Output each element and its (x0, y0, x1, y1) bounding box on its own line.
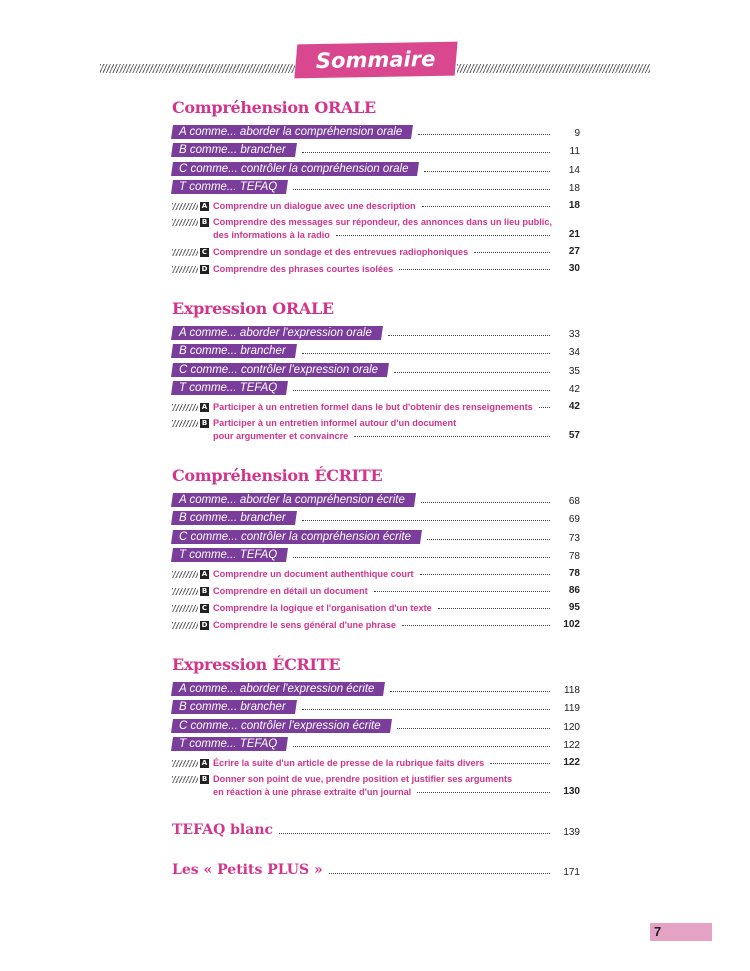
toc-entry[interactable] (172, 340, 580, 359)
subentry-hatch-decoration (172, 776, 198, 783)
subentry-text-continued: pour argumenter et convaincre (213, 431, 349, 441)
dot-leader (336, 234, 550, 236)
entry-page-number: 33 (568, 328, 580, 340)
dot-leader (402, 624, 550, 626)
subentry-line-2 (172, 430, 580, 441)
subentry-text: Comprendre des phrases courtes isolées (213, 264, 394, 274)
subentry-lead (172, 247, 468, 257)
dot-leader (418, 133, 550, 135)
toc-subentry[interactable] (172, 246, 580, 257)
title-banner (294, 42, 457, 79)
entry-page-number: 120 (563, 721, 580, 733)
entry-label: B comme... brancher (179, 345, 286, 357)
toc-subentry[interactable] (172, 774, 580, 797)
subentry-hatch-decoration (172, 219, 198, 226)
entry-page-number: 9 (574, 127, 580, 139)
extra-entry-page-number: 171 (563, 867, 580, 878)
subentry-hatch-decoration (172, 760, 198, 767)
entry-band (171, 381, 288, 395)
toc-subentry[interactable] (172, 602, 580, 613)
entry-band (171, 363, 389, 377)
dot-leader (397, 727, 550, 729)
dot-leader (293, 745, 550, 747)
dot-leader (474, 251, 550, 253)
toc-entry[interactable] (172, 120, 580, 139)
subentry-letter-badge: A (201, 403, 208, 411)
subentry-text: Donner son point de vue, prendre position et justifier ses arguments (213, 774, 513, 784)
subentry-text: Comprendre un sondage et des entrevues radiophoniques (213, 247, 469, 257)
subentry-hatch-decoration (172, 571, 198, 578)
subentry-letter-badge: D (201, 621, 208, 629)
subentry-line-1 (172, 217, 580, 227)
subentry-lead (172, 758, 484, 768)
subentry-text: Comprendre un dialogue avec une description (213, 201, 416, 211)
toc-entry[interactable] (172, 696, 580, 715)
subentry-letter-badge: D (201, 265, 208, 273)
subentry-letter-badge: B (201, 419, 208, 427)
subentry-hatch-decoration (172, 605, 198, 612)
entry-label: B comme... brancher (179, 144, 286, 156)
toc-section (172, 466, 580, 630)
entry-page-number: 11 (569, 146, 580, 157)
subentry-text: Participer à un entretien informel autour d'un document (213, 418, 457, 428)
subentry-hatch-decoration (172, 203, 198, 210)
entry-band (171, 125, 413, 139)
subentry-hatch-decoration (172, 622, 198, 629)
section-title[interactable]: Compréhension ORALE (172, 98, 376, 117)
dot-leader (302, 519, 550, 521)
subentry-page-number: 18 (568, 200, 580, 211)
entry-page-number: 118 (564, 684, 580, 696)
subentry-page-number: 42 (568, 401, 580, 412)
dot-leader (302, 151, 550, 153)
subentry-lead (172, 586, 368, 596)
subentry-hatch-decoration (172, 249, 198, 256)
subentry-page-number: 57 (568, 430, 580, 441)
table-of-contents (172, 98, 580, 902)
toc-subentry[interactable] (172, 619, 580, 630)
entry-label: B comme... brancher (179, 512, 286, 524)
dot-leader (302, 708, 550, 710)
dot-leader (539, 406, 550, 408)
subentry-letter-badge: B (201, 218, 208, 226)
toc-entry[interactable] (172, 176, 580, 195)
toc-entry[interactable] (172, 507, 580, 526)
subentry-page-number: 86 (568, 585, 580, 596)
subentry-line-2 (172, 229, 580, 240)
dot-leader (293, 556, 550, 558)
subentry-text: Comprendre en détail un document (213, 586, 368, 596)
entry-label: C comme... contrôler l'expression écrite (179, 719, 381, 732)
extra-entry-label: Les « Petits PLUS » (172, 862, 323, 878)
entry-label: A comme... aborder la compréhension orale (179, 125, 403, 138)
subentry-line-1 (172, 418, 580, 428)
entry-band (171, 530, 422, 544)
toc-section (172, 655, 580, 797)
subentry-page-number: 102 (563, 619, 580, 630)
dot-leader (293, 188, 550, 190)
subentry-text: Participer à un entretien formel dans le but d'obtenir des renseignements (213, 402, 533, 412)
dot-leader (302, 352, 550, 354)
section-title[interactable]: Compréhension ÉCRITE (172, 466, 383, 485)
entry-label: T comme... TEFAQ (179, 549, 278, 561)
subentry-page-number: 95 (568, 602, 580, 613)
entry-page-number: 122 (563, 740, 580, 751)
subentry-text: Comprendre un document authenthique court (213, 569, 414, 579)
subentry-text: Écrire la suite d'un article de presse de la rubrique faits divers (213, 758, 485, 768)
dot-leader (354, 435, 550, 437)
subentry-letter-badge: A (201, 759, 208, 767)
toc-entry[interactable] (172, 139, 580, 158)
dot-leader (490, 762, 550, 764)
section-title[interactable]: Expression ÉCRITE (172, 655, 341, 674)
entry-label: C comme... contrôler l'expression orale (179, 363, 379, 376)
subentry-letter-badge: B (201, 587, 208, 595)
entry-page-number: 34 (568, 347, 580, 358)
toc-entry[interactable] (172, 714, 580, 733)
subentry-letter-badge: A (201, 202, 208, 210)
subentry-page-number: 30 (568, 263, 580, 274)
subentry-line-2 (172, 786, 580, 797)
entry-label: C comme... contrôler la compréhension écrite (179, 530, 412, 543)
toc-section (172, 98, 580, 274)
subentry-lead (172, 201, 416, 211)
entry-page-number: 14 (568, 164, 580, 176)
page-number: 7 (654, 924, 662, 939)
subentry-hatch-decoration (172, 404, 198, 411)
subentry-text: Comprendre la logique et l'organisation d'un texte (213, 603, 432, 613)
entry-band (171, 682, 385, 696)
entry-band (171, 511, 297, 525)
section-title[interactable]: Expression ORALE (172, 299, 334, 318)
subentry-text-continued: en réaction à une phrase extraite d'un journal (213, 787, 412, 797)
dot-leader (427, 538, 550, 540)
subentry-letter-badge: C (201, 604, 208, 612)
entry-label: C comme... contrôler la compréhension orale (179, 162, 409, 175)
dot-leader (390, 690, 550, 692)
toc-subentry[interactable] (172, 200, 580, 211)
entry-label: B comme... brancher (179, 701, 286, 713)
dot-leader (388, 334, 550, 336)
subentry-text: Comprendre le sens général d'une phrase (213, 620, 396, 630)
subentry-letter-badge: B (201, 775, 208, 783)
dot-leader (293, 389, 550, 391)
entry-page-number: 78 (568, 551, 580, 562)
toc-entry[interactable] (172, 677, 580, 696)
toc-entry[interactable] (172, 377, 580, 396)
subentry-text-continued: des informations à la radio (213, 230, 330, 240)
entry-page-number: 18 (568, 183, 580, 194)
dot-leader (279, 832, 550, 834)
toc-entry[interactable] (172, 733, 580, 752)
subentry-page-number: 78 (568, 568, 580, 579)
toc-subentry[interactable] (172, 217, 580, 240)
subentry-hatch-decoration (172, 420, 198, 427)
subentry-page-number: 122 (563, 757, 580, 768)
dot-leader (421, 501, 550, 503)
subentry-page-number: 21 (568, 229, 580, 240)
toc-entry[interactable] (172, 488, 580, 507)
entry-band (171, 180, 288, 194)
entry-band (171, 344, 297, 358)
toc-entry[interactable] (172, 544, 580, 563)
entry-label: A comme... aborder l'expression orale (179, 326, 372, 339)
subentry-letter-badge: A (201, 570, 208, 578)
entry-band (171, 548, 288, 562)
subentry-page-number: 27 (568, 246, 580, 257)
dot-leader (438, 607, 550, 609)
subentry-lead (172, 620, 396, 630)
subentry-page-number: 130 (563, 786, 580, 797)
dot-leader (394, 371, 550, 373)
toc-subentry[interactable] (172, 263, 580, 274)
dot-leader (374, 590, 550, 592)
dot-leader (424, 170, 550, 172)
toc-entry[interactable] (172, 525, 580, 544)
subentry-hatch-decoration (172, 266, 198, 273)
toc-entry[interactable] (172, 321, 580, 340)
page-title: Sommaire (316, 46, 436, 74)
entry-band (171, 700, 297, 714)
extra-entry-page-number: 139 (563, 827, 580, 838)
extra-entry-label: TEFAQ blanc (172, 822, 274, 838)
left-hatch-decoration (100, 64, 295, 73)
entry-label: T comme... TEFAQ (179, 181, 278, 193)
entry-band (171, 493, 416, 507)
right-hatch-decoration (457, 64, 650, 73)
toc-subentry[interactable] (172, 585, 580, 596)
entry-band (171, 143, 297, 157)
entry-page-number: 69 (568, 514, 580, 525)
entry-page-number: 35 (568, 365, 580, 377)
entry-band (171, 737, 288, 751)
subentry-text: Comprendre des messages sur répondeur, des annonces dans un lieu public, (213, 217, 553, 227)
toc-entry[interactable] (172, 157, 580, 176)
entry-page-number: 119 (564, 703, 580, 714)
subentry-lead (172, 264, 393, 274)
entry-page-number: 42 (568, 384, 580, 395)
entry-label: A comme... aborder l'expression écrite (179, 682, 375, 695)
entry-page-number: 73 (568, 532, 580, 544)
toc-subentry[interactable] (172, 568, 580, 579)
toc-extra-entry[interactable] (172, 822, 580, 838)
entry-label: T comme... TEFAQ (179, 738, 278, 750)
toc-section (172, 299, 580, 441)
subentry-hatch-decoration (172, 588, 198, 595)
entry-band (171, 162, 419, 176)
entry-page-number: 68 (568, 495, 580, 507)
toc-subentry[interactable] (172, 757, 580, 768)
dot-leader (417, 791, 550, 793)
entry-band (171, 326, 383, 340)
toc-extra-entry[interactable] (172, 862, 580, 878)
subentry-lead (172, 402, 533, 412)
dot-leader (329, 872, 550, 874)
subentry-letter-badge: C (201, 248, 208, 256)
page-number-box (650, 923, 712, 941)
dot-leader (420, 573, 550, 575)
entry-label: A comme... aborder la compréhension écrite (179, 493, 405, 506)
subentry-lead (172, 569, 414, 579)
dot-leader (399, 268, 550, 270)
toc-subentry[interactable] (172, 418, 580, 441)
dot-leader (422, 205, 550, 207)
subentry-line-1 (172, 774, 580, 784)
toc-entry[interactable] (172, 358, 580, 377)
toc-subentry[interactable] (172, 401, 580, 412)
entry-band (171, 719, 392, 733)
subentry-lead (172, 603, 432, 613)
entry-label: T comme... TEFAQ (179, 382, 278, 394)
